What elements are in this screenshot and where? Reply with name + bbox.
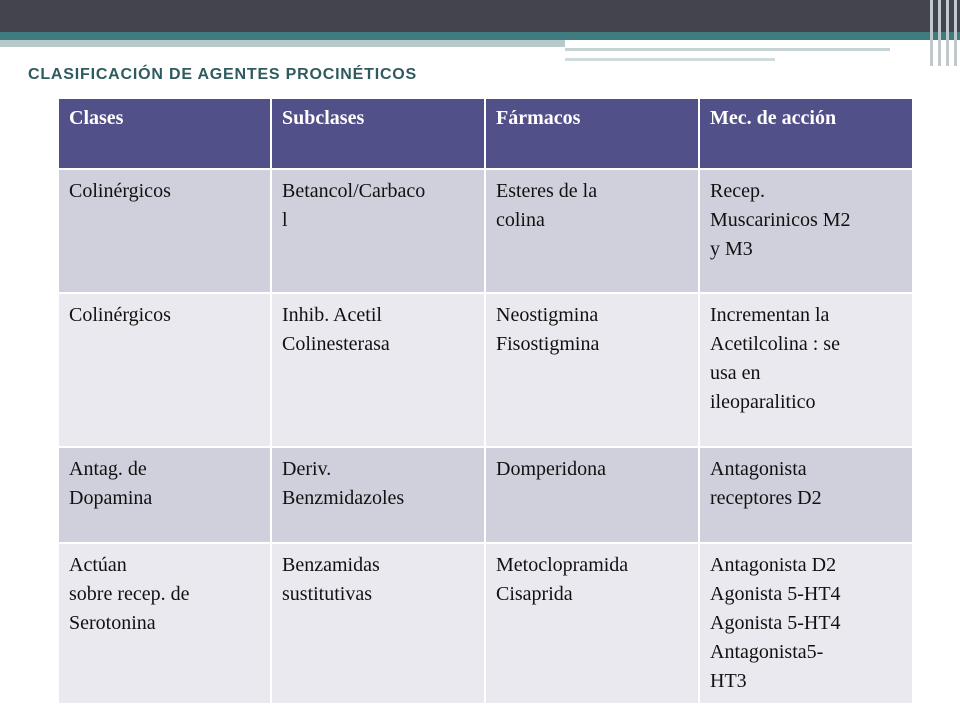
table-row xyxy=(58,293,913,447)
accent-strip xyxy=(0,32,960,40)
slide-title: CLASIFICACIÓN DE AGENTES PROCINÉTICOS xyxy=(28,66,418,83)
cell-farmaco: Metoclopramida Cisaprida xyxy=(485,543,699,704)
cell-farmaco: Domperidona xyxy=(485,447,699,543)
cell-clase: Colinérgicos xyxy=(58,293,271,447)
decorative-vertical-lines xyxy=(926,0,960,66)
cell-mecanismo: Incrementan la Acetilcolina : se usa en ileoparalitico xyxy=(699,293,913,447)
cell-mecanismo: Recep. Muscarinicos M2 y M3 xyxy=(699,169,913,293)
header-subclases: Subclases xyxy=(271,98,485,169)
header-farmacos: Fármacos xyxy=(485,98,699,169)
table-row xyxy=(58,447,913,543)
cell-farmaco: Neostigmina Fisostigmina xyxy=(485,293,699,447)
cell-subclase: Deriv. Benzmidazoles xyxy=(271,447,485,543)
table-header-row xyxy=(58,98,913,169)
cell-farmaco: Esteres de la colina xyxy=(485,169,699,293)
decorative-line xyxy=(565,48,890,51)
cell-clase: Colinérgicos xyxy=(58,169,271,293)
decorative-line xyxy=(0,40,565,47)
table-row xyxy=(58,543,913,704)
procinetics-table xyxy=(57,97,914,705)
header-clases: Clases xyxy=(58,98,271,169)
cell-mecanismo: Antagonista receptores D2 xyxy=(699,447,913,543)
cell-subclase: Benzamidas sustitutivas xyxy=(271,543,485,704)
table-row xyxy=(58,169,913,293)
header-mecanismo: Mec. de acción xyxy=(699,98,913,169)
cell-clase: Actúan sobre recep. de Serotonina xyxy=(58,543,271,704)
cell-subclase: Betancol/Carbaco l xyxy=(271,169,485,293)
cell-clase: Antag. de Dopamina xyxy=(58,447,271,543)
cell-mecanismo: Antagonista D2 Agonista 5-HT4 Agonista 5-HT4 Antagonista5- HT3 xyxy=(699,543,913,704)
decorative-line xyxy=(565,58,775,61)
cell-subclase: Inhib. Acetil Colinesterasa xyxy=(271,293,485,447)
top-bar xyxy=(0,0,960,32)
